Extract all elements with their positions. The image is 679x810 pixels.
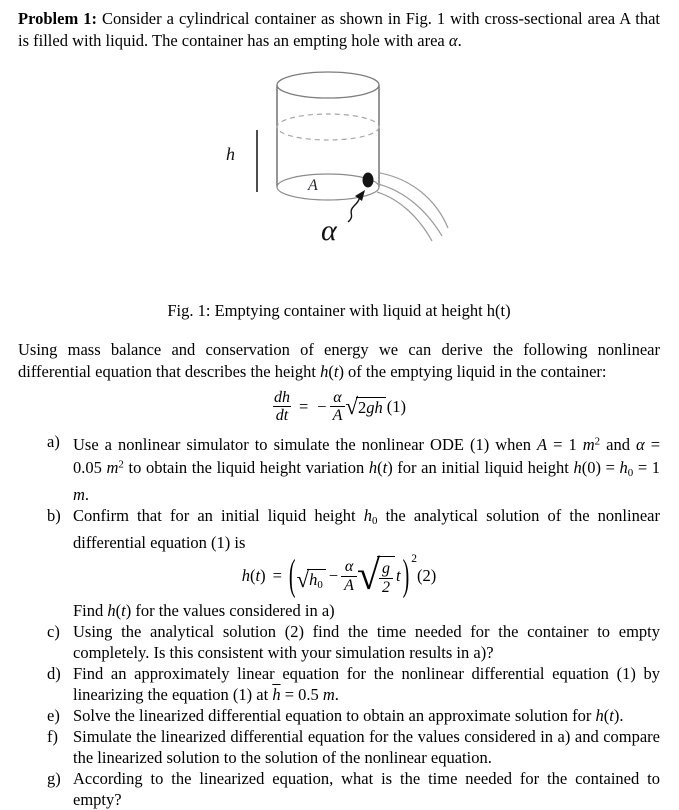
- task-item-c: c) Using the analytical solution (2) find the time needed for the container to empty completely. Is this consistent with your simulation results in a)?: [47, 622, 660, 663]
- item-label-b: b): [47, 506, 61, 526]
- task-item-f: f) Simulate the linearized differential equation for the values considered in a) and compare the linearized solution to the solution of the nonlinear equation.: [47, 727, 660, 768]
- equals-sign: =: [298, 396, 309, 416]
- sqrt-h0: √ $h_0$: [297, 568, 326, 591]
- close-paren: ): [402, 552, 410, 600]
- task-item-g: g) According to the linearized equation, what is the time needed for the contained to empty?: [47, 769, 660, 810]
- radical-sign: √: [296, 566, 310, 592]
- minus-sign: −: [317, 396, 327, 416]
- figure-1: [215, 66, 660, 248]
- g-over-2-fraction: $\frac{g}{2}$: [379, 560, 393, 597]
- item-label-e: e): [47, 706, 60, 726]
- task-item-b: b) Confirm that for an initial liquid height $h_0$ the analytical solution of the nonlinear differential equation (1) is: [47, 506, 660, 553]
- alpha-over-A-fraction: $\frac{\alpha}{A}$: [341, 558, 357, 595]
- radical-sign: √: [345, 394, 359, 420]
- equals-sign: =: [272, 566, 282, 586]
- sqrt-g-over-2: [356, 553, 395, 600]
- equation-1-number: (1): [386, 396, 407, 416]
- dh-dt-fraction: $\frac{dh}{dt}$: [273, 388, 290, 425]
- item-label-a: a): [47, 432, 60, 452]
- task-list: [18, 431, 660, 810]
- item-label-f: f): [47, 727, 58, 747]
- area-label: A: [308, 177, 318, 194]
- radical-sign: √: [356, 553, 381, 600]
- squared-exponent: 2: [411, 553, 418, 566]
- task-item-a: a) Use a nonlinear simulator to simulate the nonlinear ODE (1) when A = 1 $m^2$ and α = 0.05 $m^2$ to obtain the liquid height variation h(t) for an initial liquid height $h(0) = h_0 = 1$ m.: [47, 432, 661, 505]
- outflow-stream-lines: [377, 173, 448, 241]
- item-label-c: c): [47, 622, 60, 642]
- derivation-paragraph: Using mass balance and conservation of energy we can derive the following nonlinear differential equation that describes the height h(t) of the emptying liquid in the container:: [18, 339, 660, 381]
- figure-caption: Fig. 1: Emptying container with liquid at height h(t): [167, 301, 511, 320]
- minus-sign: −: [328, 566, 339, 586]
- intro-paragraph: Problem 1: Consider a cylindrical container as shown in Fig. 1 with cross-sectional area A that is filled with liquid. The container has an empting hole with area α.: [18, 9, 660, 50]
- sqrt-2gh: √ 2gh: [345, 395, 385, 418]
- equation-1: [18, 389, 660, 426]
- item-label-g: g): [47, 769, 61, 789]
- liquid-level-dashed-ellipse: [277, 114, 379, 140]
- h-of-t: h(t): [241, 566, 266, 586]
- task-item-d: d) Find an approximately linear equation for the nonlinear differential equation (1) by linearizing the equation (1) at $\overline{h} = 0.5$ m.: [47, 664, 660, 705]
- find-ht-line: Find h(t) for the values considered in a): [73, 601, 335, 621]
- alpha-over-A-fraction: $\frac{\alpha}{A}$: [330, 389, 346, 426]
- alpha-pointer-arrow: [348, 190, 365, 222]
- equation-2: [18, 552, 660, 600]
- task-item-e: e) Solve the linearized differential equation to obtain an approximate solution for h(t).: [47, 706, 624, 726]
- item-label-d: d): [47, 664, 61, 684]
- height-label: h: [226, 144, 235, 164]
- open-paren: (: [288, 552, 296, 600]
- cylinder-figure: [215, 66, 465, 248]
- equation-2-number: (2): [417, 566, 437, 586]
- hole-area-label: α: [321, 214, 337, 247]
- hole-dot: [363, 173, 374, 188]
- time-variable: t: [396, 566, 401, 586]
